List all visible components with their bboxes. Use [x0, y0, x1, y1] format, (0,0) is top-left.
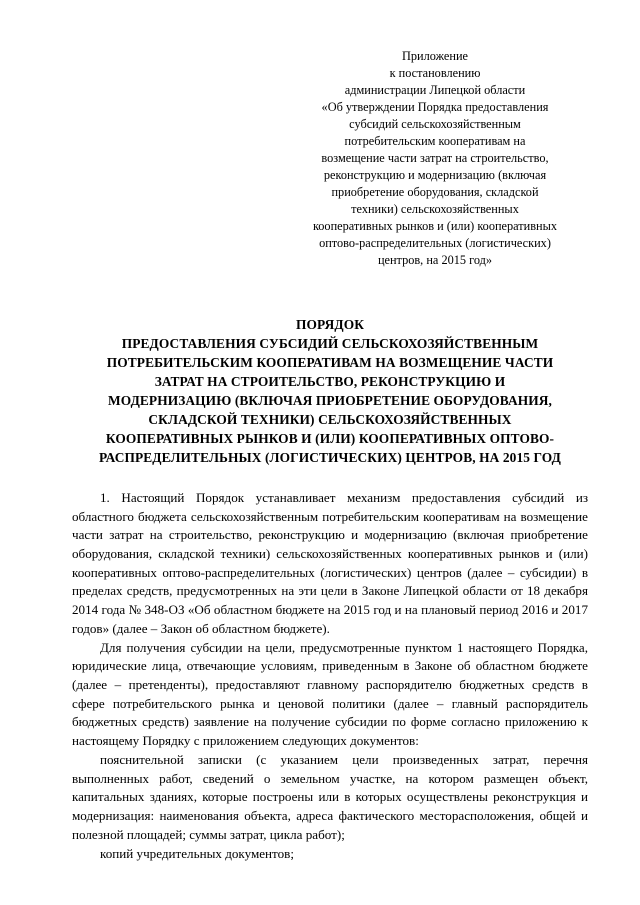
title-line: ПОРЯДОК: [295, 316, 365, 332]
paragraph: 1. Настоящий Порядок устанавливает механизм предоставления субсидий из областного бюджета сельскохозяйственным потребительским кооперативам на возмещение части затрат на строительство, реконструкцию и модернизацию (включая приобретение оборудования, складской техники) сельскохозяйственных кооперативных рынков и (или) кооперативных оптово-распределительных (логистических) центров (далее – субсидии) в пределах средств, предусмотренных на эти цели в Законе Липецкой области от 18 декабря 2014 года № 348-ОЗ «Об областном бюджете на 2015 год и на плановый период 2016 и 2017 годов» (далее – Закон об областном бюджете).: [72, 489, 588, 636]
header-line: администрации Липецкой области: [344, 82, 526, 97]
header-line: приобретение оборудования, складской: [331, 184, 539, 199]
title-line: МОДЕРНИЗАЦИЮ (ВКЛЮЧАЯ ПРИОБРЕТЕНИЕ ОБОРУДОВАНИЯ,: [107, 392, 552, 408]
document-body: [72, 489, 588, 863]
header-line: потребительским кооперативам на: [344, 133, 526, 148]
title-line: ЗАТРАТ НА СТРОИТЕЛЬСТВО, РЕКОНСТРУКЦИЮ И: [154, 373, 506, 389]
header-line: субсидий сельскохозяйственным: [349, 116, 521, 131]
title-line: РАСПРЕДЕЛИТЕЛЬНЫХ (ЛОГИСТИЧЕСКИХ) ЦЕНТРОВ, НА 2015 ГОД: [99, 449, 561, 465]
document-content: [72, 48, 588, 863]
paragraph: копий учредительных документов;: [100, 845, 294, 861]
title-line: СКЛАДСКОЙ ТЕХНИКИ) СЕЛЬСКОХОЗЯЙСТВЕННЫХ: [148, 411, 512, 427]
title-line: КООПЕРАТИВНЫХ РЫНКОВ И (ИЛИ) КООПЕРАТИВНЫХ ОПТОВО-: [105, 430, 555, 446]
header-line: оптово-распределительных (логистических): [319, 235, 551, 250]
header-line: к постановлению: [389, 65, 481, 80]
paragraph: Для получения субсидии на цели, предусмотренные пунктом 1 настоящего Порядка, юридические лица, отвечающие условиям, приведенным в Законе об областном бюджете (далее – претенденты), предоставляют главному распорядителю бюджетных средств в сфере потребительского рынка и ценовой политики (далее – главный распорядитель бюджетных средств) заявление на получение субсидии по форме согласно приложению к настоящему Порядку с приложением следующих документов:: [72, 639, 588, 749]
header-line: возмещение части затрат на строительство,: [321, 150, 549, 165]
title-line: ПОТРЕБИТЕЛЬСКИМ КООПЕРАТИВАМ НА ВОЗМЕЩЕНИЕ ЧАСТИ: [106, 354, 554, 370]
title-line: ПРЕДОСТАВЛЕНИЯ СУБСИДИЙ СЕЛЬСКОХОЗЯЙСТВЕННЫМ: [121, 335, 539, 351]
page-title: [72, 315, 588, 467]
header-line: реконструкцию и модернизацию (включая: [323, 167, 547, 182]
header-line: «Об утверждении Порядка предоставления: [321, 99, 549, 114]
paragraph: пояснительной записки (с указанием цели произведенных затрат, перечня выполненных работ, сведений о земельном участке, на котором размещен объект, капитальных зданиях, которые построены или в которых осуществлены реконструкция и модернизация: наименования объекта, адреса фактического месторасположения, общей и полезной площадей; суммы затрат, цикла работ);: [72, 751, 588, 842]
header-line: Приложение: [402, 49, 468, 63]
header-line: центров, на 2015 год»: [377, 252, 493, 267]
attachment-header: [282, 48, 588, 269]
header-line: кооперативных рынков и (или) кооперативных: [312, 218, 558, 233]
header-line: техники) сельскохозяйственных: [351, 201, 519, 216]
